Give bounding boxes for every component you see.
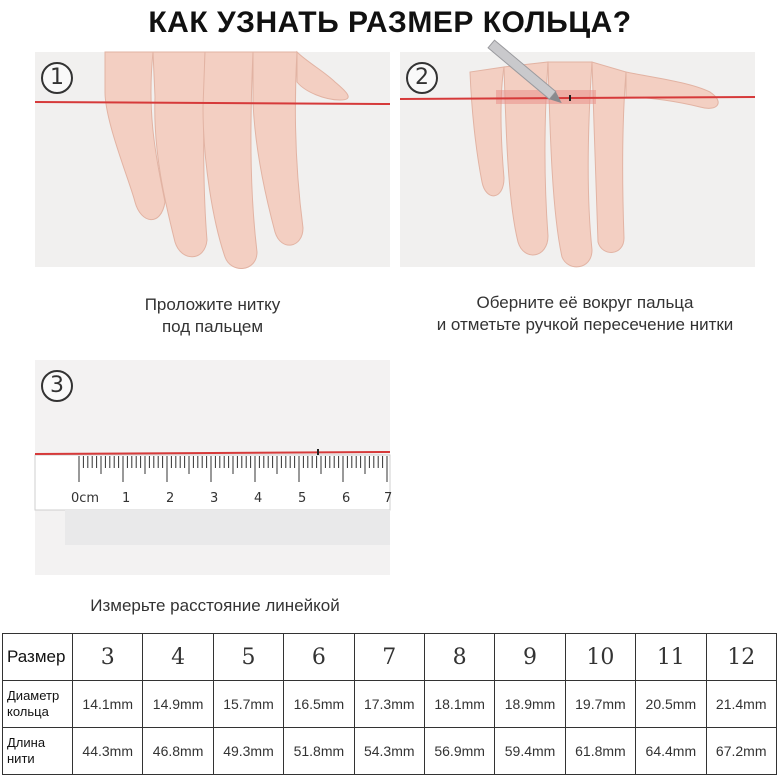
size-cell: 7 — [354, 634, 424, 681]
length-cell: 59.4mm — [495, 728, 565, 775]
diameter-row-label — [3, 681, 73, 728]
size-cell: 5 — [213, 634, 283, 681]
step-3-caption-line-1: Измерьте расстояние линейкой — [90, 596, 340, 615]
size-cell: 4 — [143, 634, 213, 681]
step-3-photo — [35, 360, 393, 575]
step-1-caption-line-1: Проложите нитку — [144, 295, 281, 314]
length-label-line-1: Длина — [7, 735, 46, 750]
step-2-caption-line-2: и отметьте ручкой пересечение нитки — [436, 315, 734, 334]
diameter-cell: 14.9mm — [143, 681, 213, 728]
diameter-cell: 20.5mm — [636, 681, 706, 728]
diameter-row — [3, 681, 777, 728]
size-cell: 10 — [565, 634, 635, 681]
diameter-cell: 18.9mm — [495, 681, 565, 728]
length-cell: 56.9mm — [424, 728, 494, 775]
step-2-photo — [400, 52, 755, 267]
size-cell: 8 — [424, 634, 494, 681]
diameter-cell: 15.7mm — [213, 681, 283, 728]
diameter-cell: 16.5mm — [284, 681, 354, 728]
length-cell: 44.3mm — [73, 728, 143, 775]
size-cell: 6 — [284, 634, 354, 681]
length-label-line-2: нити — [7, 751, 35, 766]
ruler-label-7: 7 — [384, 491, 393, 506]
length-row-label — [3, 728, 73, 775]
step-2-caption-line-1: Оберните её вокруг пальца — [476, 293, 694, 312]
diameter-cell: 17.3mm — [354, 681, 424, 728]
diameter-cell: 14.1mm — [73, 681, 143, 728]
size-cell: 11 — [636, 634, 706, 681]
length-cell: 51.8mm — [284, 728, 354, 775]
step-1-caption — [35, 294, 390, 338]
size-row — [3, 634, 777, 681]
hand-thread-wrapped-illustration — [400, 52, 755, 267]
ruler-label-5: 5 — [298, 491, 307, 506]
ruler-label-4: 4 — [254, 491, 263, 506]
size-cell: 9 — [495, 634, 565, 681]
length-cell: 64.4mm — [636, 728, 706, 775]
length-cell: 61.8mm — [565, 728, 635, 775]
diameter-label-line-1: Диаметр — [7, 688, 60, 703]
step-2-badge: 2 — [406, 62, 438, 94]
diameter-label-line-2: кольца — [7, 704, 49, 719]
step-1-badge: 1 — [41, 62, 73, 94]
ruler-label-3: 3 — [210, 491, 219, 506]
step-1-caption-line-2: под пальцем — [161, 317, 264, 336]
page-title: КАК УЗНАТЬ РАЗМЕР КОЛЬЦА? — [148, 6, 632, 39]
diameter-cell: 21.4mm — [706, 681, 776, 728]
length-row — [3, 728, 777, 775]
ruler-label-1: 1 — [122, 491, 131, 506]
diameter-cell: 18.1mm — [424, 681, 494, 728]
ruler-label-0: 0cm — [71, 491, 100, 506]
hand-thread-under-finger-illustration — [35, 52, 390, 267]
length-cell: 46.8mm — [143, 728, 213, 775]
size-cell: 12 — [706, 634, 776, 681]
ruler-measurement-illustration — [35, 360, 393, 575]
size-cell: 3 — [73, 634, 143, 681]
length-cell: 54.3mm — [354, 728, 424, 775]
length-cell: 67.2mm — [706, 728, 776, 775]
size-row-label: Размер — [3, 634, 73, 681]
length-cell: 49.3mm — [213, 728, 283, 775]
step-3-caption — [35, 595, 395, 617]
ruler-label-6: 6 — [342, 491, 351, 506]
diameter-cell: 19.7mm — [565, 681, 635, 728]
step-2-caption — [395, 292, 775, 336]
step-1-photo — [35, 52, 390, 267]
ring-size-table — [2, 633, 777, 775]
step-3-badge: 3 — [41, 370, 73, 402]
ruler-label-2: 2 — [166, 491, 175, 506]
